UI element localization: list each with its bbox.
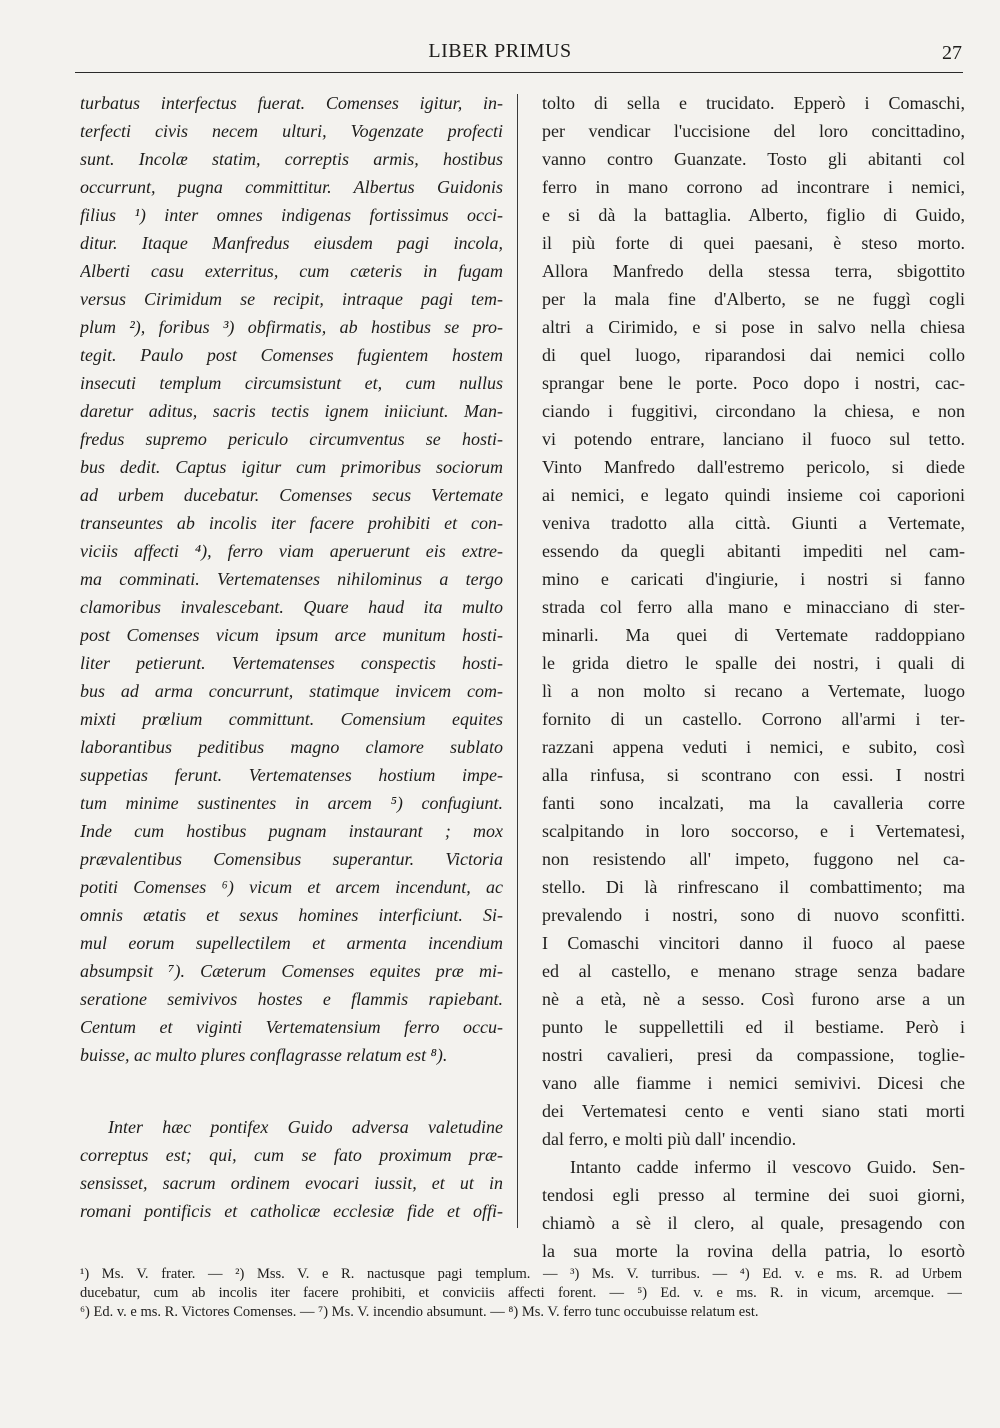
text-line: occurrunt, pugna committitur. Albertus Guidonis [80, 177, 503, 197]
text-line: daretur aditus, sacris tectis ignem iniiciunt. Man- [80, 401, 503, 421]
footnotes [80, 1265, 962, 1322]
text-line: e si dà la battaglia. Alberto, figlio di Guido, [542, 205, 965, 225]
text-line: mul eorum supellectilem et armenta incendium [80, 933, 503, 953]
text-line: fanti sono incalzati, ma la cavalleria corre [542, 793, 965, 813]
text-line: seratione semivivos hostes e flammis rapiebant. [80, 989, 503, 1009]
text-line: sunt. Incolæ statim, correptis armis, hostibus [80, 149, 503, 169]
italian-paragraph [542, 89, 965, 1153]
text-line: prævalentibus Comensibus superantur. Victoria [80, 849, 503, 869]
text-line: viciis affecti ⁴), ferro viam aperuerunt eis extre- [80, 541, 503, 561]
text-line: tolto di sella e trucidato. Epperò i Comaschi, [542, 93, 965, 113]
text-line: nostri cavalieri, presi da compassione, toglie- [542, 1045, 965, 1065]
text-line: Inter hæc pontifex Guido adversa valetudine [108, 1117, 503, 1137]
text-line: buisse, ac multo plures conflagrasse relatum est ⁸). [80, 1045, 448, 1065]
italian-column [542, 89, 965, 1265]
text-line: plum ²), foribus ³) obfirmatis, ab hostibus se pro- [80, 317, 503, 337]
text-line: mino e caricati d'ingiurie, i nostri si fanno [542, 569, 965, 589]
text-line: punto le suppellettili ed il bestiame. Però i [542, 1017, 965, 1037]
text-line: ducebatur, cum ab incolis iter facere prohibiti, et conviciis affecti forent. — ⁵) Ed. v. e ms. R. in vicum, arcemque. — [80, 1285, 962, 1301]
latin-paragraph [80, 1113, 503, 1225]
text-line: di quel luogo, riparandosi dai nemici collo [542, 345, 965, 365]
text-line: il più forte di quei paesani, è steso morto. [542, 233, 965, 253]
text-line: romani pontificis et catholicæ ecclesiæ fide et offi- [80, 1201, 503, 1221]
text-line: Vinto Manfredo dall'estremo pericolo, si diede [542, 457, 965, 477]
text-line: essendo da quegli abitanti impediti nel cam- [542, 541, 965, 561]
text-line: ¹) Ms. V. frater. — ²) Mss. V. e R. nactusque pagi templum. — ³) Ms. V. turribus. — ⁴) Ed. v. e ms. R. ad Urbem [80, 1266, 962, 1282]
text-line: razzani appena veduti i nemici, e subito, così [542, 737, 965, 757]
text-line: non resistendo all' impeto, fuggono nel ca- [542, 849, 965, 869]
text-line: insecuti templum circumsistunt et, cum nullus [80, 373, 503, 393]
text-line: chiamò a sè il clero, al quale, presagendo con [542, 1213, 965, 1233]
text-line: ferro in mano corrono ad incontrare i nemici, [542, 177, 965, 197]
page-number: 27 [942, 42, 962, 64]
text-line: Centum et viginti Vertematensium ferro occu- [80, 1017, 503, 1037]
text-line: liter petierunt. Vertematenses conspectis hosti- [80, 653, 503, 673]
text-line: omnis ætatis et sexus homines interficiunt. Si- [80, 905, 503, 925]
text-line: ditur. Itaque Manfredus eiusdem pagi incola, [80, 233, 503, 253]
text-line: lì a non molto si recano a Vertemate, luogo [542, 681, 965, 701]
text-line: bus ad arma concurrunt, statimque invicem com- [80, 681, 503, 701]
text-line: potiti Comenses ⁶) vicum et arcem incendunt, ac [80, 877, 503, 897]
column-divider [517, 94, 518, 1228]
text-line: dei Vertematesi cento e venti siano stati morti [542, 1101, 965, 1121]
text-line: clamoribus invalescebant. Quare haud ita multo [80, 597, 503, 617]
text-line: Alberti casu exterritus, cum cæteris in fugam [80, 261, 503, 281]
text-line: correptus est; qui, cum se fato proximum præ- [80, 1145, 503, 1165]
text-line: altri a Cirimido, e si pose in salvo nella chiesa [542, 317, 965, 337]
text-line: ciando i fuggitivi, circondano la chiesa, e non [542, 401, 965, 421]
paragraph-gap [80, 1069, 503, 1113]
text-line: bus dedit. Captus igitur cum primoribus sociorum [80, 457, 503, 477]
text-line: laborantibus peditibus magno clamore sublato [80, 737, 503, 757]
text-line: per la mala fine d'Alberto, se ne fuggì cogli [542, 289, 965, 309]
text-line: sensisset, sacrum ordinem evocari iussit, et ut in [80, 1173, 503, 1193]
text-line: ad urbem ducebatur. Comenses secus Vertemate [80, 485, 503, 505]
text-line: ⁶) Ed. v. e ms. R. Victores Comenses. — ⁷) Ms. V. incendio absumunt. — ⁸) Ms. V. ferro tunc occubuisse relatum est. [80, 1304, 759, 1320]
text-line: stello. Di là rinfrescano il combattimento; ma [542, 877, 965, 897]
text-line: mixti prœlium committunt. Comensium equites [80, 709, 503, 729]
text-line: ai nemici, e legato quindi insieme coi caporioni [542, 485, 965, 505]
text-line: I Comaschi vincitori danno il fuoco al paese [542, 933, 965, 953]
text-line: le grida dietro le spalle dei nostri, i quali di [542, 653, 965, 673]
text-line: absumpsit ⁷). Cæterum Comenses equites præ mi- [80, 961, 503, 981]
text-line: vano alle fiamme i nemici semivivi. Dicesi che [542, 1073, 965, 1093]
running-header-title: LIBER PRIMUS [428, 40, 572, 62]
text-line: tum minime sustinentes in arcem ⁵) confugiunt. [80, 793, 503, 813]
latin-column [80, 89, 503, 1225]
text-line: fornito di un castello. Corrono all'armi i ter- [542, 709, 965, 729]
text-line: suppetias ferunt. Vertematenses hostium impe- [80, 765, 503, 785]
text-line: versus Cirimidum se recipit, intraque pagi tem- [80, 289, 503, 309]
text-line: tegit. Paulo post Comenses fugientem hostem [80, 345, 503, 365]
text-line: fredus supremo periculo circumventus se hosti- [80, 429, 503, 449]
text-line: Allora Manfredo della stessa terra, sbigottito [542, 261, 965, 281]
text-line: scalpitando in loro soccorso, e i Vertematesi, [542, 821, 965, 841]
text-line: prevalendo i nostri, sono di nuovo sconfitti. [542, 905, 965, 925]
text-line: ed al castello, e menano strage senza badare [542, 961, 965, 981]
header-rule [75, 72, 963, 73]
text-line: ma comminati. Vertematenses nihilominus a tergo [80, 569, 503, 589]
text-line: vanno contro Guanzate. Tosto gli abitanti col [542, 149, 965, 169]
text-line: minarli. Ma quei di Vertemate raddoppiano [542, 625, 965, 645]
text-line: vi potendo entrare, lanciano il fuoco sul tetto. [542, 429, 965, 449]
text-line: post Comenses vicum ipsum arce munitum hosti- [80, 625, 503, 645]
text-line: nè a età, nè a sesso. Così furono arse a un [542, 989, 965, 1009]
text-line: dal ferro, e molti più dall' incendio. [542, 1129, 797, 1149]
italian-paragraph [542, 1153, 965, 1265]
text-line: alla rinfusa, si scontrano con essi. I nostri [542, 765, 965, 785]
text-line: transeuntes ab incolis iter facere prohibiti et con- [80, 513, 503, 533]
text-line: sprangar bene le porte. Poco dopo i nostri, cac- [542, 373, 965, 393]
text-line: veniva tradotto alla città. Giunti a Vertemate, [542, 513, 965, 533]
text-line: turbatus interfectus fuerat. Comenses igitur, in- [80, 93, 503, 113]
text-line: Intanto cadde infermo il vescovo Guido. Sen- [570, 1157, 965, 1177]
latin-paragraph [80, 89, 503, 1069]
text-line: tendosi egli presso al termine dei suoi giorni, [542, 1185, 965, 1205]
text-line: la sua morte la rovina della patria, lo esortò [542, 1241, 965, 1261]
text-line: strada col ferro alla mano e minacciano di ster- [542, 597, 965, 617]
text-line: terfecti civis necem ulturi, Vogenzate profecti [80, 121, 503, 141]
text-line: filius ¹) inter omnes indigenas fortissimus occi- [80, 205, 503, 225]
text-line: Inde cum hostibus pugnam instaurant ; mox [80, 821, 503, 841]
text-line: per vendicar l'uccisione del loro concittadino, [542, 121, 965, 141]
